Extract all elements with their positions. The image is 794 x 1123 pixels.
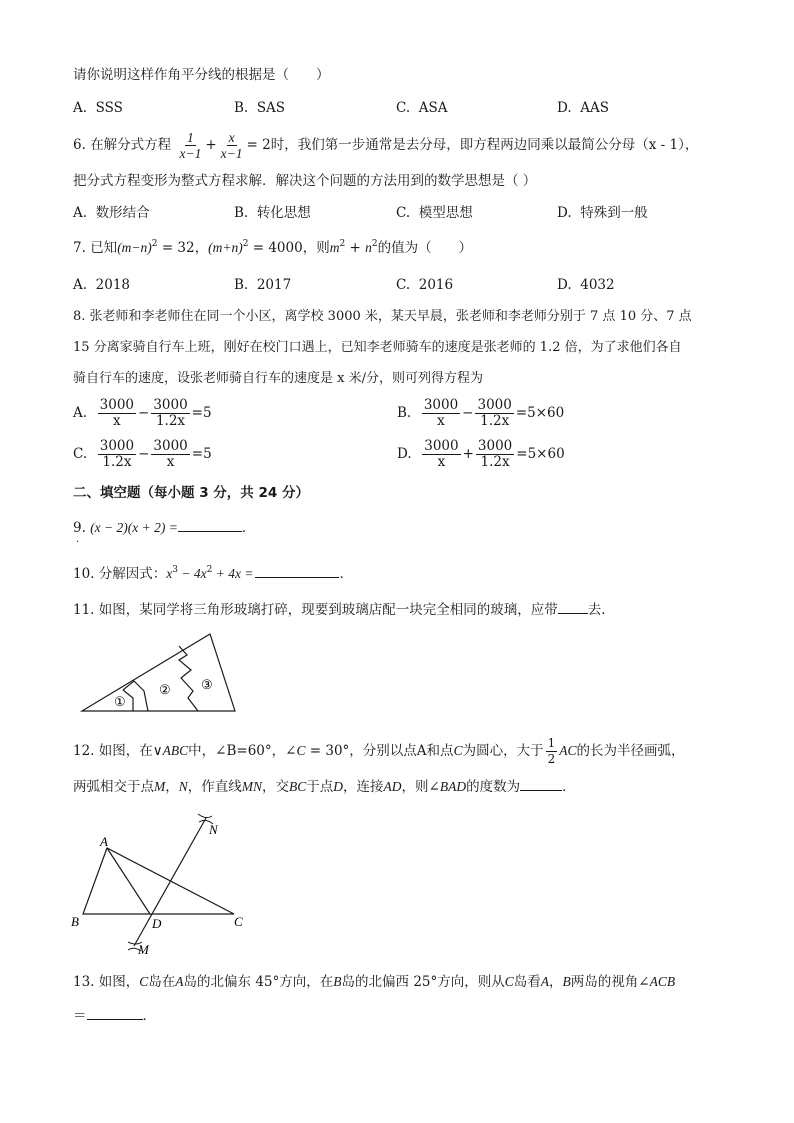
q9-dot: .: [76, 534, 80, 545]
segment-ad: [107, 848, 150, 914]
q6-option-c: C. 模型思想: [396, 205, 473, 221]
line-mn: [134, 818, 206, 946]
label-a: A: [100, 834, 108, 849]
q11-stem: 11. 如图，某同学将三角形玻璃打碎，现要到玻璃店配一块完全相同的玻璃，应带 去．: [73, 599, 615, 619]
section-2-heading: 二、填空题（每小题 3 分，共 24 分）: [73, 485, 309, 501]
piece-label-1: ①: [114, 694, 126, 709]
q9-stem: 9. (x − 2)(x + 2) = ．: [73, 517, 255, 537]
broken-glass-figure: [78, 630, 240, 716]
q13-stem-line1: 13. 如图，C岛在A岛的北偏东 45°方向，在B岛的北偏西 25°方向，则从C岛看A，B两岛的视角∠ACB: [73, 974, 676, 990]
q5-stem: 请你说明这样作角平分线的根据是（ ）: [73, 67, 330, 83]
label-c: C: [234, 914, 243, 929]
q12-answer-blank[interactable]: [520, 776, 562, 791]
q8-option-b: B. $\frac{3000}{x}$ − $\frac{3000}{1.2x}$ =5×60: [397, 397, 565, 429]
arc-mark-n: [198, 814, 212, 818]
q6-stem-line1: 6. 在解分式方程 $\frac{1}{x-1}$ + $\frac{x}{x-1}$ = 2时，我们第一步通常是去分母，即方程两边同乘以最简公分母（x - 1），: [73, 130, 699, 161]
glass-outline: [82, 634, 235, 711]
q5-option-d: D. AAS: [557, 100, 609, 116]
piece-label-3: ③: [201, 677, 213, 692]
q6-stem-line2: 把分式方程变形为整式方程求解．解决这个问题的方法用到的数学思想是（ ）: [73, 173, 537, 189]
q13-stem-line2: ＝ ．: [73, 1005, 156, 1025]
label-n: N: [209, 822, 218, 837]
label-b: B: [71, 914, 79, 929]
q6-fraction-2: $\frac{x}{x-1}$: [220, 130, 243, 161]
crack-line-2: [179, 646, 198, 711]
q9-answer-blank[interactable]: [178, 517, 242, 532]
q5-option-c: C. ASA: [396, 100, 448, 116]
piece-label-2: ②: [159, 682, 171, 697]
q6-option-d: D. 特殊到一般: [557, 205, 648, 221]
q5-option-a: A. SSS: [73, 100, 123, 116]
label-d: D: [152, 916, 162, 931]
q8-stem-line3: 骑自行车的速度，设张老师骑自行车的速度是 x 米/分，则可列得方程为: [73, 371, 483, 386]
q8-option-c: C. $\frac{3000}{1.2x}$ − $\frac{3000}{x}$ =5: [73, 438, 212, 470]
q5-option-b: B. SAS: [234, 100, 286, 116]
triangle-abc: [83, 848, 234, 914]
q7-option-d: D. 4032: [557, 277, 615, 293]
q7-option-c: C. 2016: [396, 277, 454, 293]
q6-option-b: B. 转化思想: [234, 205, 311, 221]
crack-line-1b: [123, 681, 148, 711]
q8-stem-line1: 8. 张老师和李老师住在同一个小区，离学校 3000 米，某天早晨，张老师和李老师分别于 7 点 10 分、7 点: [73, 309, 692, 324]
q7-option-b: B. 2017: [234, 277, 292, 293]
q8-stem-line2: 15 分离家骑自行车上班，刚好在校门口遇上，已知李老师骑车的速度是张老师的 1.2 倍，为了求他们各自: [73, 340, 682, 355]
q8-option-d: D. $\frac{3000}{x}$ + $\frac{3000}{1.2x}$ =5×60: [397, 438, 565, 470]
label-m: M: [138, 942, 149, 957]
q6-option-a: A. 数形结合: [73, 205, 150, 221]
triangle-bisector-figure: [66, 806, 252, 962]
q6-fraction-1: $\frac{1}{x-1}$: [179, 130, 202, 161]
q12-stem-line1: 12. 如图，在∨ABC中，∠B=60°，∠C = 30°，分别以点A和点C为圆心，大于 $\frac{1}{2}$ AC的长为半径画弧，: [73, 736, 685, 766]
q13-answer-blank[interactable]: [87, 1005, 143, 1020]
q8-option-a: A. $\frac{3000}{x}$ − $\frac{3000}{1.2x}$ =5: [73, 397, 212, 429]
q12-stem-line2: 两弧相交于点M，N，作直线MN，交BC于点D，连接AD，则∠BAD的度数为 ．: [73, 776, 576, 796]
q7-option-a: A. 2018: [73, 277, 130, 293]
q10-stem: 10. 分解因式：$x^3 - 4x^2 + 4x$ = ．: [73, 565, 353, 582]
q10-answer-blank[interactable]: [255, 563, 339, 578]
q11-answer-blank[interactable]: [558, 599, 588, 614]
q7-stem: 7. 已知$(m-n)^2 = 32$，$(m+n)^2 = 4000$，则$m^2 + n^2$的值为（ ）: [73, 239, 473, 256]
